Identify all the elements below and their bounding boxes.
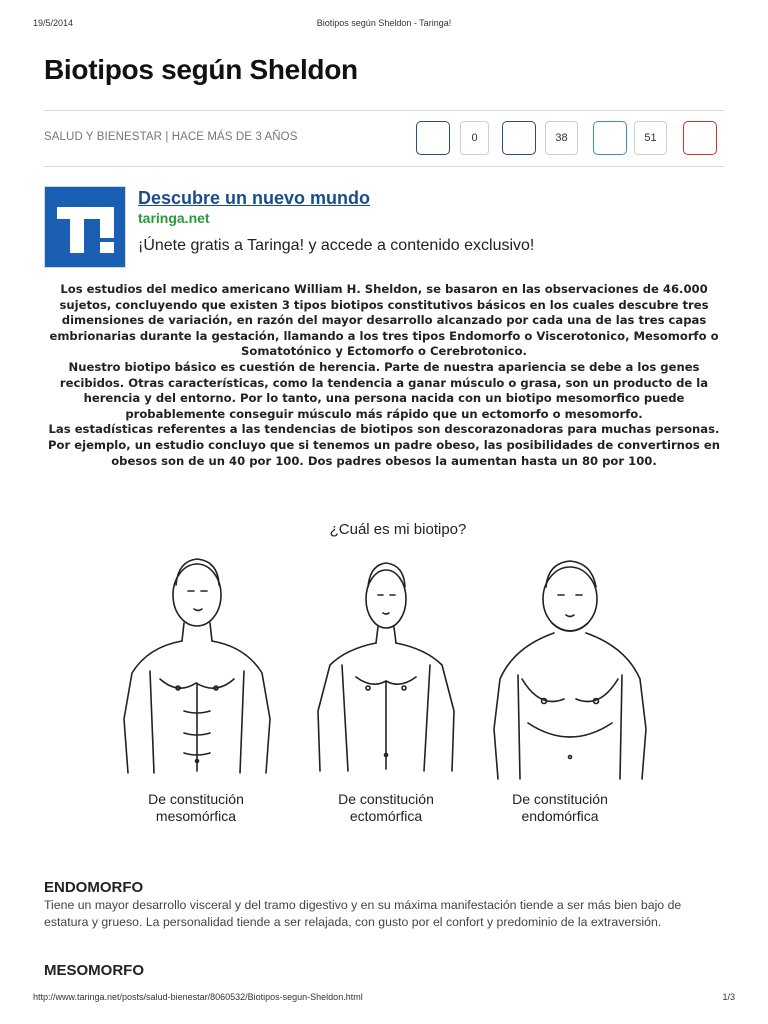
page-number: 1/3 xyxy=(722,992,735,1002)
post-age: HACE MÁS DE 3 AÑOS xyxy=(171,131,298,143)
share-linkedin-button[interactable] xyxy=(593,121,627,155)
taringa-logo-glyph xyxy=(45,187,125,267)
caption-line: De constitución xyxy=(148,791,244,807)
endomorph-figure xyxy=(494,561,646,779)
caption-line: endomórfica xyxy=(521,808,599,824)
share-count-linkedin: 51 xyxy=(634,121,667,155)
body-paragraph: Nuestro biotipo básico es cuestión de herencia. Parte de nuestra apariencia se debe a los genes recibidos. Otras características, como la tendencia a ganar músculo o grasa, son un producto de la herencia y del entorno. Por lo tanto, una persona nacida con un biotipo mesomorfico puede probablemente conseguir músculo más rápido que un ectomorfo o mesomorfo. xyxy=(59,359,709,421)
promo-headline-link[interactable]: Descubre un nuevo mundo xyxy=(138,188,371,208)
promo-domain: taringa.net xyxy=(138,210,210,226)
category-link[interactable]: SALUD Y BIENESTAR xyxy=(44,131,163,143)
article-body xyxy=(44,282,724,469)
divider xyxy=(44,110,724,111)
caption-line: De constitución xyxy=(338,791,434,807)
print-header xyxy=(33,18,735,32)
print-url: http://www.taringa.net/posts/salud-bienestar/8060532/Biotipos-segun-Sheldon.html xyxy=(33,992,363,1002)
caption-line: ectomórfica xyxy=(349,808,423,824)
caption-endomorph xyxy=(490,791,630,825)
section-heading-endomorfo: ENDOMORFO xyxy=(44,879,144,896)
post-title: Biotipos según Sheldon xyxy=(44,54,358,85)
share-twitter-button[interactable] xyxy=(502,121,536,155)
caption-line: De constitución xyxy=(512,791,608,807)
print-date: 19/5/2014 xyxy=(33,18,74,28)
print-page-title: Biotipos según Sheldon - Taringa! xyxy=(316,18,452,28)
body-types-figure xyxy=(120,515,648,835)
mesomorph-figure xyxy=(124,559,270,773)
caption-line: mesomórfica xyxy=(155,808,237,824)
caption-ectomorph xyxy=(316,791,456,825)
post-meta xyxy=(44,131,298,143)
section-heading-mesomorfo: MESOMORFO xyxy=(44,962,144,979)
body-paragraph: Los estudios del medico americano William H. Sheldon, se basaron en las observaciones de 46.000 sujetos, concluyendo que existen 3 tipos biotipos constitutivos básicos en los cuales descubre tres dimensiones de variación, en razón del mayor desarrollo alcanzado por cada una de las tres capas embrionarias durante la gestación, llamando a los tres tipos Endomorfo o Viscerotonico, Mesomorfo o Somatotónico y Ectomorfo o Cerebrotonico. xyxy=(49,282,719,359)
share-count-twitter: 38 xyxy=(545,121,578,155)
taringa-logo-icon[interactable] xyxy=(44,186,126,268)
body-types-illustration xyxy=(120,543,648,813)
divider xyxy=(44,166,724,167)
share-facebook-button[interactable] xyxy=(416,121,450,155)
print-footer xyxy=(33,992,735,1006)
meta-separator: | xyxy=(162,131,172,143)
promo-description: ¡Únete gratis a Taringa! y accede a contenido exclusivo! xyxy=(138,237,535,254)
share-googleplus-button[interactable] xyxy=(683,121,717,155)
section-text-endomorfo: Tiene un mayor desarrollo visceral y del tramo digestivo y en su máxima manifestación tiende a ser más bien bajo de estatura y grueso. La personalidad tiende a ser relajada, con gusto por el confort y predominio de la extraversión. xyxy=(44,898,682,929)
ectomorph-figure xyxy=(318,563,454,771)
body-paragraph: Las estadísticas referentes a las tendencias de biotipos son descorazonadoras para muchas personas. Por ejemplo, un estudio concluyo que si tenemos un padre obeso, las posibilidades de convertirnos en obesos son de un 40 por 100. Dos padres obesos la aumentan hasta un 80 por 100. xyxy=(48,422,720,468)
figure-title: ¿Cuál es mi biotipo? xyxy=(329,521,467,538)
caption-mesomorph xyxy=(126,791,266,825)
share-count-facebook: 0 xyxy=(460,121,489,155)
